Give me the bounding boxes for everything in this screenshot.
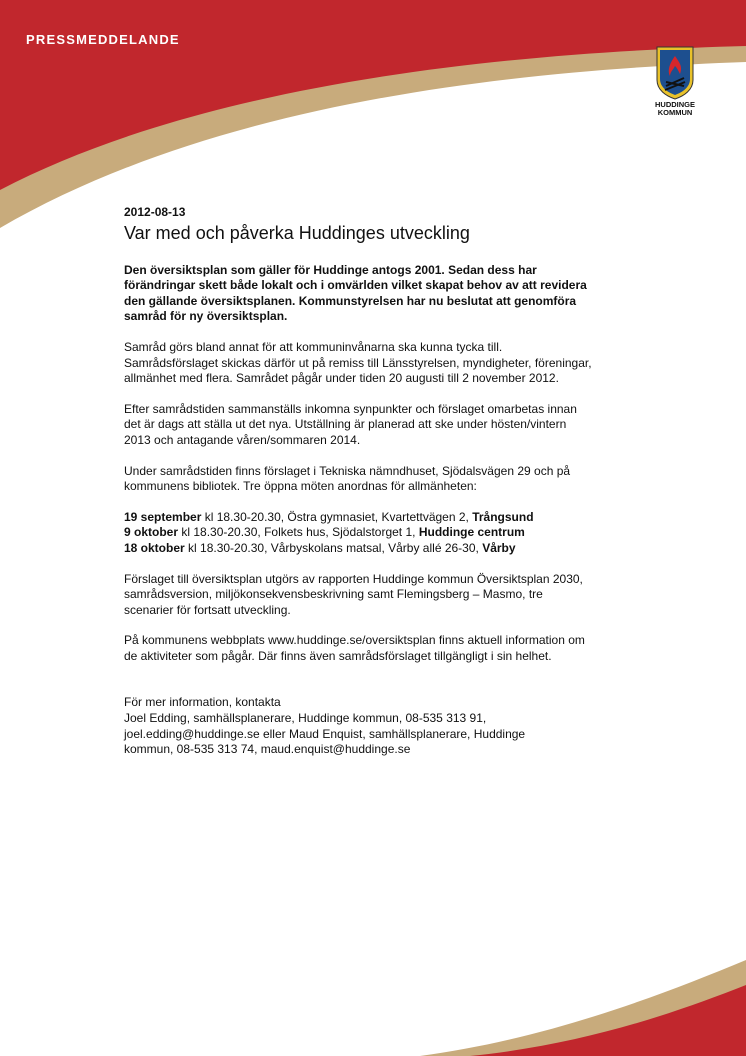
huddinge-logo	[640, 46, 710, 117]
logo-line-2: KOMMUN	[657, 108, 693, 117]
meeting-date: 19 september	[124, 509, 202, 524]
paragraph-2: Efter samrådstiden sammanställs inkomna synpunkter och förslaget omarbetas innan det är dags att ställa ut det nya. Utställning är planerad att ske under hösten/vintern 2013 och antagande våren/sommaren 2014.	[124, 401, 577, 447]
release-date: 2012-08-13	[124, 205, 186, 219]
contact-line-2: joel.edding@huddinge.se eller Maud Enquist, samhällsplanerare, Huddinge	[124, 726, 526, 741]
contact-line-3: kommun, 08-535 313 74, maud.enquist@huddinge.se	[124, 742, 411, 757]
lead-paragraph: Den översiktsplan som gäller för Huddinge antogs 2001. Sedan dess har förändringar skett både lokalt och i omvärlden vilket skapat behov av att revidera den gällande översiktsplanen. Kommunstyrelsen har nu beslutat att genomföra samråd för ny översiktsplan.	[124, 262, 587, 324]
contact-line-1: Joel Edding, samhällsplanerare, Huddinge kommun, 08-535 313 91,	[124, 711, 487, 726]
meeting-details: kl 18.30-20.30, Folkets hus, Sjödalstorget 1,	[178, 525, 419, 540]
meeting-details: kl 18.30-20.30, Östra gymnasiet, Kvartettvägen 2,	[201, 509, 473, 524]
meeting-item	[124, 525, 594, 541]
paragraph-4: Förslaget till översiktsplan utgörs av rapporten Huddinge kommun Översiktsplan 2030, samrådsversion, miljökonsekvensbeskrivning samt Flemingsberg – Masmo, tre scenarier för fortsatt utveckling.	[124, 571, 583, 617]
paragraph-3: Under samrådstiden finns förslaget i Tekniska nämndhuset, Sjödalsvägen 29 och på kommunens bibliotek. Tre öppna möten anordnas för allmänheten:	[124, 463, 571, 494]
logo-line-1: HUDDINGE	[654, 100, 695, 109]
meeting-date: 18 oktober	[124, 540, 185, 555]
coat-of-arms-icon	[656, 46, 694, 100]
press-release-body	[124, 205, 594, 758]
meeting-item	[124, 510, 594, 526]
meeting-list	[124, 510, 594, 557]
release-title: Var med och påverka Huddinges utveckling	[124, 222, 470, 243]
contact-heading: För mer information, kontakta	[124, 695, 281, 710]
paragraph-5: På kommunens webbplats www.huddinge.se/oversiktsplan finns aktuell information om de aktiviteter som pågår. Där finns även samrådsförslaget tillgängligt i sin helhet.	[124, 633, 585, 663]
meeting-details: kl 18.30-20.30, Vårbyskolans matsal, Vårby allé 26-30,	[184, 540, 483, 555]
meeting-place: Huddinge centrum	[418, 525, 525, 540]
meeting-date: 9 oktober	[124, 525, 179, 540]
meeting-item	[124, 541, 594, 557]
contact-block	[124, 695, 594, 757]
meeting-place: Trångsund	[472, 509, 534, 524]
paragraph-1: Samråd görs bland annat för att kommuninvånarna ska kunna tycka till. Samrådsförslaget skickas därför ut på remiss till Länsstyrelsen, myndigheter, föreningar, allmänhet med flera. Samrådet pågår under tiden 20 augusti till 2 november 2012.	[124, 339, 592, 386]
press-release-label: PRESSMEDDELANDE	[26, 32, 180, 47]
meeting-place: Vårby	[482, 540, 516, 555]
